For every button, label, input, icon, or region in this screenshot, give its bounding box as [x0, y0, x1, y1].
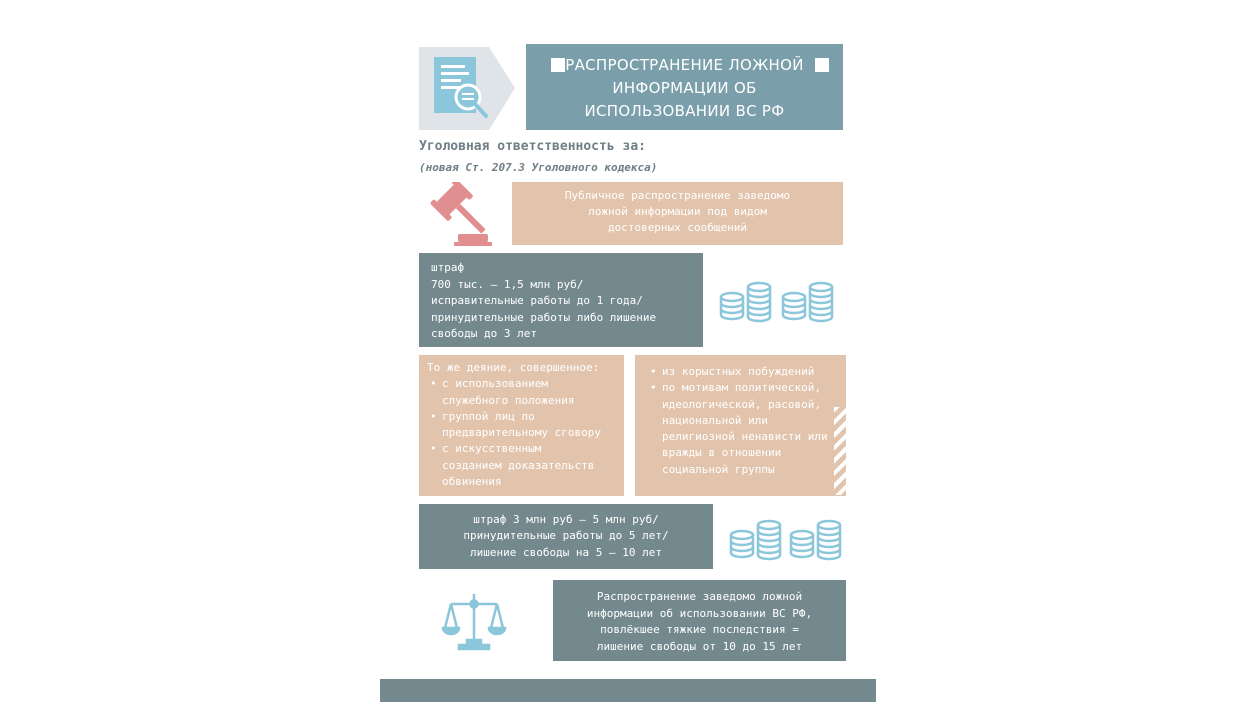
list-item-line: обвинения: [442, 475, 502, 489]
list-item-line: • по мотивам политической,: [662, 381, 821, 395]
offense-line: достоверных сообщений: [607, 221, 748, 234]
list-item: [427, 376, 618, 409]
list-item-line: идеологической, расовой,: [662, 397, 821, 411]
coins-icon: [728, 518, 846, 566]
penalty-line: 700 тыс. – 1,5 млн руб/: [431, 277, 584, 291]
footer-bar: [380, 679, 876, 702]
list-item-line: • с искусственным: [442, 442, 542, 456]
penalty-grave-consequences: [553, 580, 846, 661]
aggravating-circumstances-right: [635, 355, 846, 496]
penalty-line: штраф: [431, 261, 465, 274]
penalty-line: повлёкшее тяжкие последствия =: [600, 623, 799, 636]
scales-of-justice-icon: [441, 590, 507, 652]
header-title-line: ИНФОРМАЦИИ ОБ: [612, 79, 757, 97]
penalty-line: штраф 3 млн руб – 5 млн руб/: [473, 513, 659, 526]
list-item: [647, 380, 846, 478]
header-banner: [526, 44, 843, 130]
penalty-line: информации об использовании ВС РФ,: [586, 606, 813, 620]
offense-line: Публичное распространение заведомо: [564, 189, 791, 202]
list-item-line: национальной или: [662, 413, 768, 427]
penalty-aggravated: [419, 504, 713, 569]
list-item-line: • с использованием: [442, 377, 548, 391]
list-item-line: созданием доказательств: [442, 458, 595, 472]
list-item-line: вражды в отношении: [662, 446, 782, 460]
penalty-line: принудительные работы до 5 лет/: [463, 529, 669, 543]
penalty-line: лишение свободы на 5 – 10 лет: [469, 545, 663, 559]
list-item-line: религиозной ненависти или: [662, 430, 828, 444]
offense-description: [512, 182, 843, 245]
header-title-line: ИСПОЛЬЗОВАНИИ ВС РФ: [584, 102, 785, 120]
penalty-line: принудительные работы либо лишение: [431, 310, 657, 324]
decorative-stripes: [834, 407, 846, 495]
document-search-icon: [419, 47, 515, 130]
gavel-icon: [424, 182, 494, 248]
aggravating-heading: То же деяние, совершенное:: [427, 361, 600, 374]
list-item-line: предварительному сговору: [442, 426, 601, 440]
list-item: [647, 364, 846, 380]
header-title-line: РАСПРОСТРАНЕНИЕ ЛОЖНОЙ: [565, 56, 804, 74]
penalty-basic: [419, 253, 703, 347]
list-item-line: • из корыстных побуждений: [662, 365, 815, 378]
penalty-line: Распространение заведомо ложной: [596, 590, 803, 603]
list-item-line: служебного положения: [442, 393, 575, 407]
square-bullet-icon: [815, 58, 829, 72]
penalty-line: исправительные работы до 1 года/: [431, 294, 643, 307]
square-bullet-icon: [551, 58, 565, 72]
list-item-line: социальной группы: [662, 462, 775, 476]
list-item: [427, 409, 618, 442]
penalty-line: свободы до 3 лет: [431, 327, 537, 340]
offense-line: ложной информации под видом: [588, 205, 767, 218]
subtitle: Уголовная ответственность за:: [419, 139, 646, 154]
penalty-line: лишение свободы от 10 до 15 лет: [596, 639, 803, 653]
coins-icon: [718, 280, 838, 328]
list-item-line: • группой лиц по: [442, 409, 535, 423]
list-item: [427, 441, 618, 490]
aggravating-circumstances-left: [419, 355, 624, 496]
article-note: (новая Ст. 207.3 Уголовного кодекса): [419, 161, 658, 174]
